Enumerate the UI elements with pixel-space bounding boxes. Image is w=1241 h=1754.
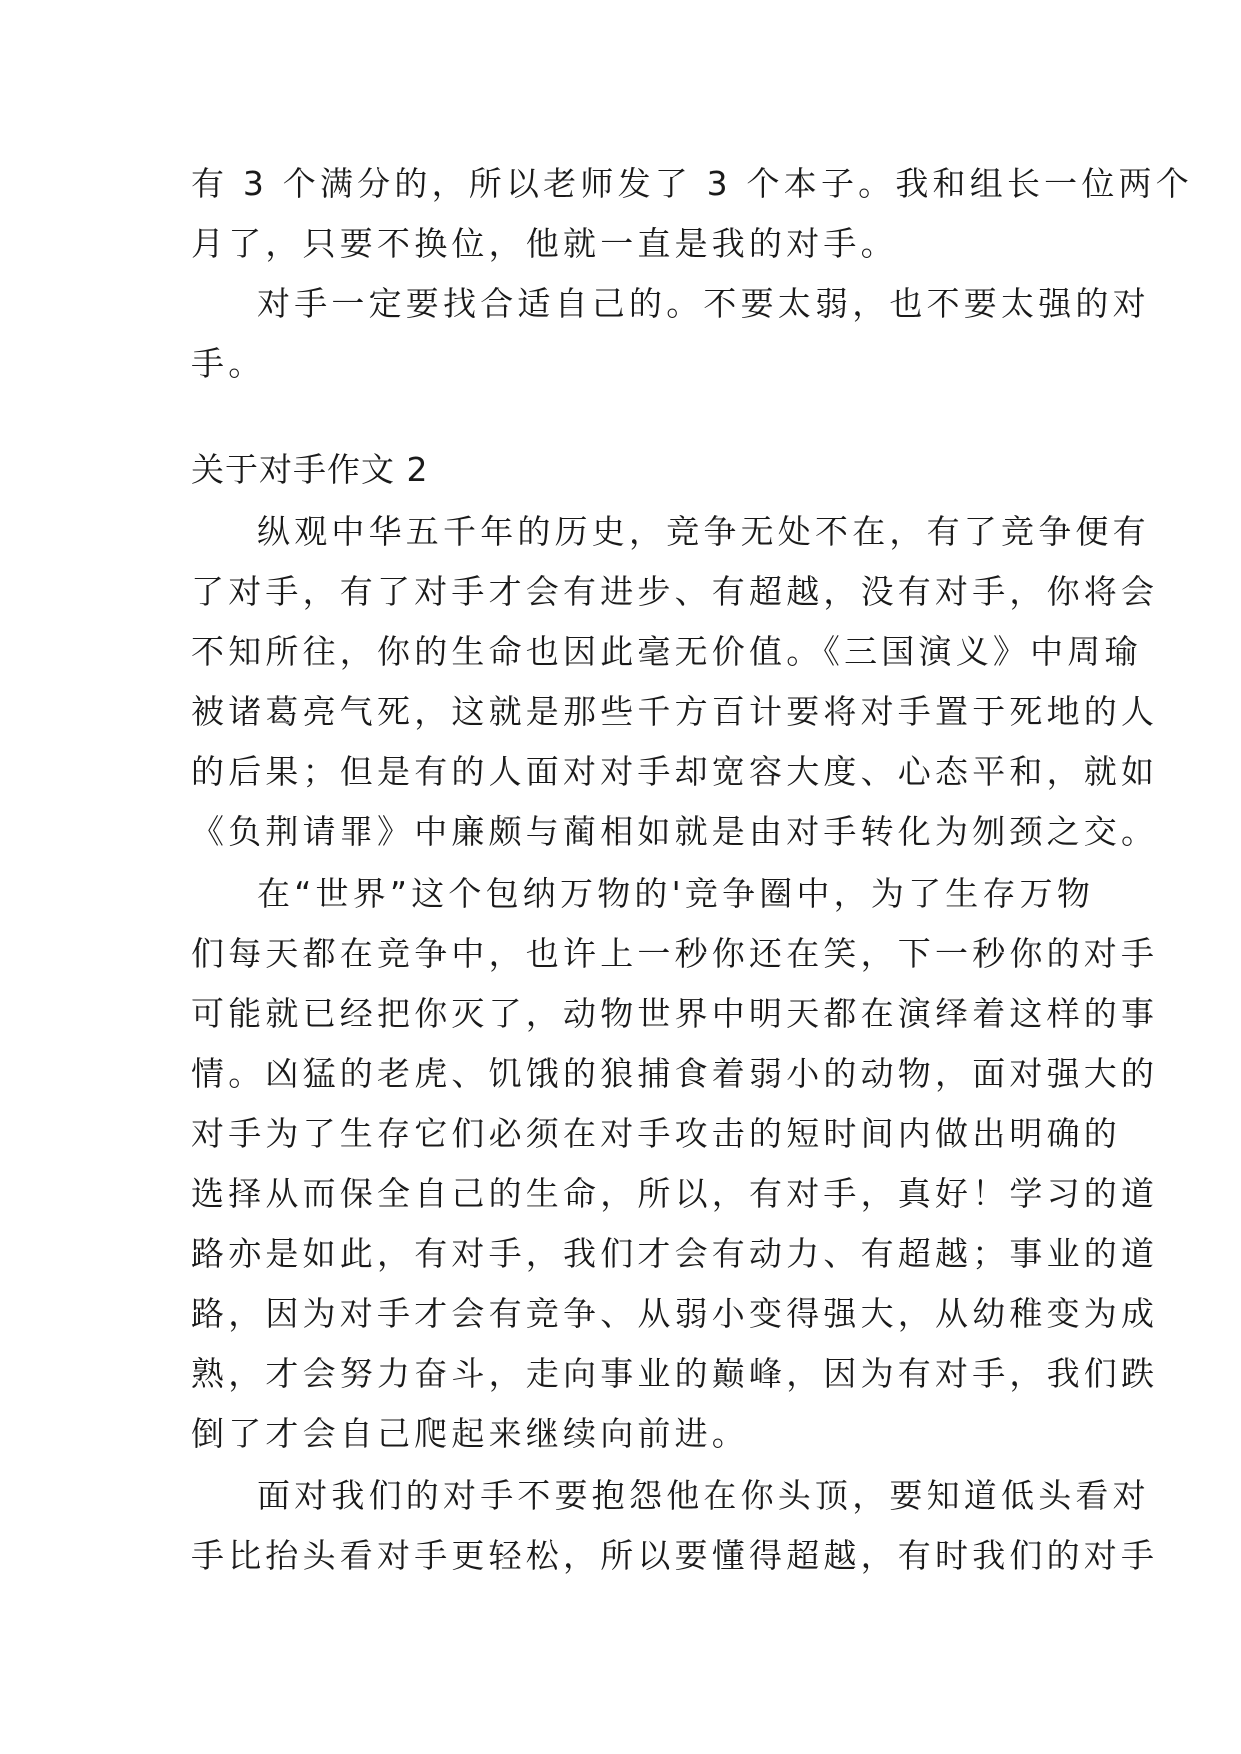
text-line: 情。凶猛的老虎、饥饿的狼捕食着弱小的动物，面对强大的 [191,1054,1159,1093]
text-line: 熟，才会努力奋斗，走向事业的巅峰，因为有对手，我们跌 [191,1354,1159,1393]
text-line: 可能就已经把你灭了，动物世界中明天都在演绎着这样的事 [191,994,1159,1033]
text-line: 们每天都在竞争中，也许上一秒你还在笑，下一秒你的对手 [191,934,1159,973]
paragraph-start-line: 在“世界”这个包纳万物的'竞争圈中，为了生存万物 [257,874,1095,913]
text-line: 选择从而保全自己的生命，所以，有对手，真好！学习的道 [191,1174,1159,1213]
text-line: 手比抬头看对手更轻松，所以要懂得超越，有时我们的对手 [191,1536,1159,1575]
text-line: 倒了才会自己爬起来继续向前进。 [191,1414,749,1453]
text-line: 路亦是如此，有对手，我们才会有动力、有超越；事业的道 [191,1234,1159,1273]
paragraph-start-line: 对手一定要找合适自己的。不要太弱，也不要太强的对 [257,284,1150,323]
text-line: 的后果；但是有的人面对对手却宽容大度、心态平和，就如 [191,752,1159,791]
text-line: 不知所往，你的生命也因此毫无价值。《三国演义》中周瑜 [191,632,1142,671]
text-line: 手。 [191,344,266,383]
text-line: 对手为了生存它们必须在对手攻击的短时间内做出明确的 [191,1114,1121,1153]
paragraph-start-line: 纵观中华五千年的历史，竞争无处不在，有了竞争便有 [257,512,1150,551]
text-line: 月了，只要不换位，他就一直是我的对手。 [191,224,898,263]
section-heading: 关于对手作文 2 [191,450,429,489]
text-line: 了对手，有了对手才会有进步、有超越，没有对手，你将会 [191,572,1159,611]
text-line: 《负荆请罪》中廉颇与蔺相如就是由对手转化为刎颈之交。 [191,812,1159,851]
text-line: 路，因为对手才会有竞争、从弱小变得强大，从幼稚变为成 [191,1294,1159,1333]
text-line: 被诸葛亮气死，这就是那些千方百计要将对手置于死地的人 [191,692,1159,731]
paragraph-start-line: 面对我们的对手不要抱怨他在你头顶，要知道低头看对 [257,1476,1150,1515]
text-line: 有 3 个满分的，所以老师发了 3 个本子。我和组长一位两个 [191,164,1193,203]
